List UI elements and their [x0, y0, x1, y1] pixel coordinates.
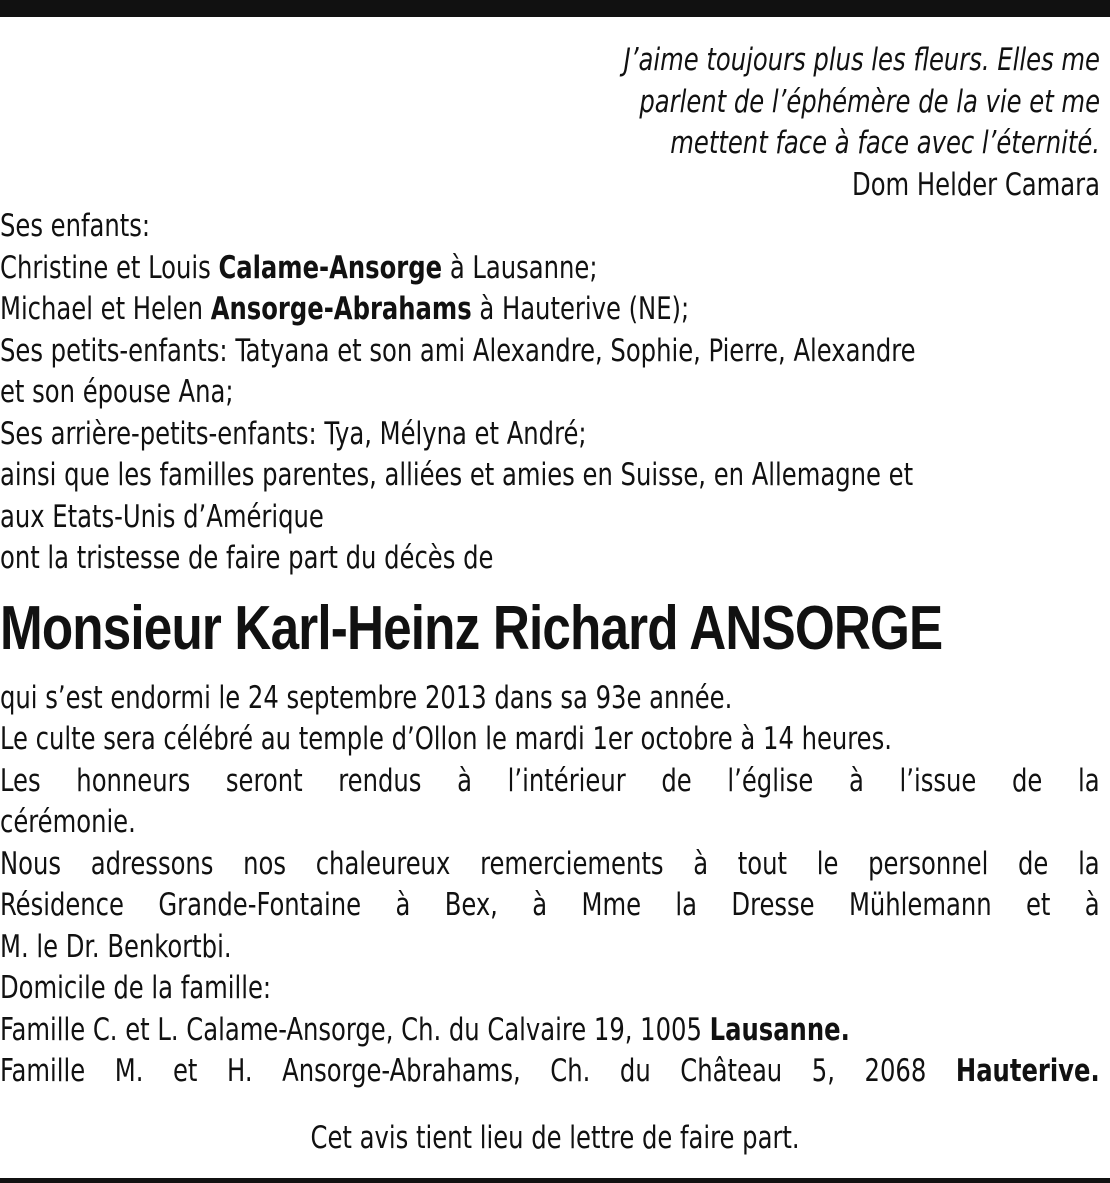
child-family-name: Calame-Ansorge	[218, 249, 443, 286]
address-text: Famille M. et H. Ansorge-Abrahams, Ch. du Château 5, 2068	[0, 1053, 956, 1089]
grandchildren-line: et son épouse Ana;	[0, 374, 234, 410]
child-entry	[0, 248, 1100, 290]
honours-line: Les honneurs seront rendus à l’intérieur de l’église à l’issue de la	[0, 762, 1100, 799]
address-city: Lausanne.	[709, 1011, 850, 1048]
footer-text: Cet avis tient lieu de lettre de faire part.	[310, 1120, 800, 1156]
quote-line: J’aime toujours plus les fleurs. Elles me	[623, 42, 1100, 78]
quote-line: mettent face à face avec l’éternité.	[670, 125, 1100, 161]
passing-date-line: qui s’est endormi le 24 septembre 2013 dans sa 93e année.	[0, 679, 733, 716]
child-entry	[0, 289, 1100, 331]
quote-author: Dom Helder Camara	[852, 166, 1100, 203]
footer-note	[0, 1118, 1110, 1159]
epigraph-quote	[0, 40, 1100, 206]
service-line: Le culte sera célébré au temple d’Ollon le mardi 1er octobre à 14 heures.	[0, 721, 892, 757]
thanks-line: Résidence Grande-Fontaine à Bex, à Mme la Dresse Mühlemann et à	[0, 887, 1100, 923]
children-label: Ses enfants:	[0, 208, 151, 244]
address-text: Famille C. et L. Calame-Ansorge, Ch. du Calvaire 19, 1005	[0, 1011, 710, 1048]
bottom-rule	[0, 1178, 1110, 1183]
child-first-names: Christine et Louis	[0, 249, 219, 286]
service-details	[0, 678, 1100, 1093]
child-first-names: Michael et Helen	[0, 291, 211, 327]
extended-family-line: ainsi que les familles parentes, alliées et amies en Suisse, en Allemagne et	[0, 457, 914, 493]
obituary-notice	[0, 40, 1100, 1093]
announcement-line: ont la tristesse de faire part du décès de	[0, 540, 494, 576]
quote-line: parlent de l’éphémère de la vie et me	[639, 83, 1100, 120]
thanks-line: Nous adressons nos chaleureux remerciements à tout le personnel de la	[0, 845, 1100, 882]
family-address	[0, 1010, 1100, 1052]
child-location: à Lausanne;	[442, 249, 598, 286]
grandchildren-line: Ses petits-enfants: Tatyana et son ami Alexandre, Sophie, Pierre, Alexandre	[0, 332, 916, 369]
child-location: à Hauterive (NE);	[471, 291, 690, 327]
top-rule	[0, 0, 1110, 17]
family-address	[0, 1051, 1100, 1093]
deceased-name: Monsieur Karl-Heinz Richard ANSORGE	[0, 593, 943, 663]
address-city: Hauterive.	[955, 1053, 1100, 1089]
great-grandchildren-line: Ses arrière-petits-enfants: Tya, Mélyna et André;	[0, 415, 587, 452]
honours-line: cérémonie.	[0, 804, 136, 840]
domicile-label: Domicile de la famille:	[0, 970, 272, 1006]
child-family-name: Ansorge-Abrahams	[210, 291, 472, 327]
family-announcement	[0, 206, 1100, 580]
thanks-line: M. le Dr. Benkortbi.	[0, 928, 232, 965]
extended-family-line: aux Etats-Unis d’Amérique	[0, 498, 324, 535]
